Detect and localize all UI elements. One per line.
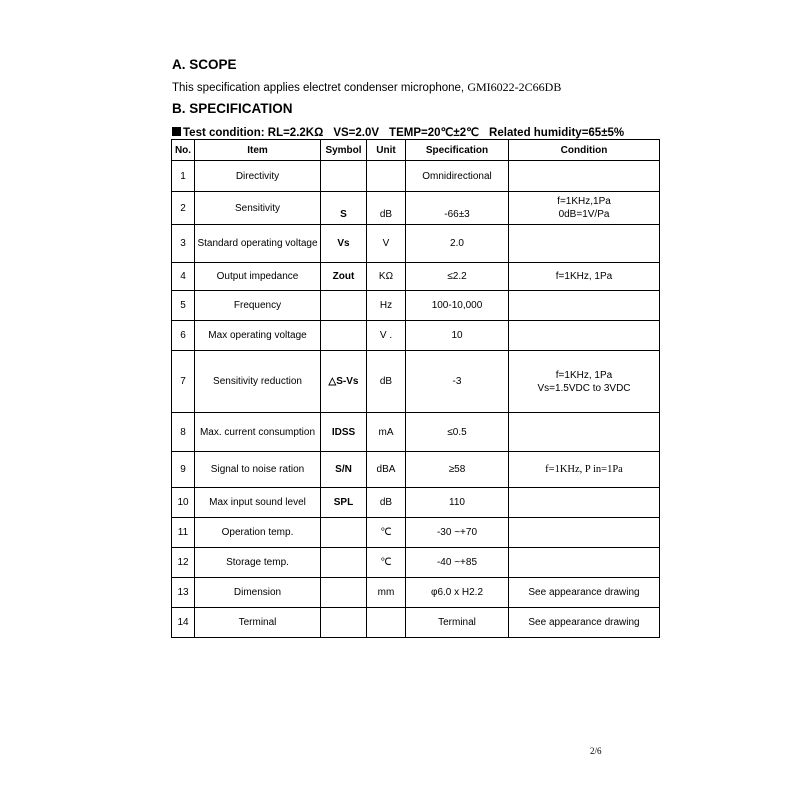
specification-table <box>171 139 660 638</box>
table-row <box>172 161 660 192</box>
cell-item: Signal to noise ration <box>195 452 321 488</box>
cell-item: Frequency <box>195 291 321 321</box>
condition-line: 0dB=1V/Pa <box>558 209 610 220</box>
scope-text-prefix: This specification applies electret condenser microphone, <box>172 82 468 94</box>
cell-item: Max operating voltage <box>195 321 321 351</box>
scope-text <box>172 80 561 95</box>
cell-condition <box>509 548 660 578</box>
cell-no: 3 <box>172 225 195 263</box>
cell-symbol: Zout <box>321 263 367 291</box>
cell-unit: ℃ <box>367 518 406 548</box>
header-specification: Specification <box>406 140 509 161</box>
cell-spec: 10 <box>406 321 509 351</box>
cell-spec: φ6.0 x H2.2 <box>406 578 509 608</box>
cell-unit: ℃ <box>367 548 406 578</box>
condition-line: See appearance drawing <box>528 617 640 628</box>
cell-condition <box>509 413 660 452</box>
test-condition-vs: VS=2.0V <box>333 127 380 139</box>
cell-unit: dB <box>367 351 406 413</box>
cell-unit: dB <box>367 192 406 225</box>
cell-condition <box>509 488 660 518</box>
table-row <box>172 192 660 225</box>
condition-line: f=1KHz,1Pa <box>557 196 611 207</box>
header-no: No. <box>172 140 195 161</box>
test-condition-humidity: Related humidity=65±5% <box>489 127 625 139</box>
cell-spec: ≥58 <box>406 452 509 488</box>
cell-spec: 2.0 <box>406 225 509 263</box>
condition-line: f=1KHz, P in=1Pa <box>545 464 623 475</box>
header-condition: Condition <box>509 140 660 161</box>
table-row <box>172 452 660 488</box>
table-row <box>172 291 660 321</box>
cell-condition <box>509 225 660 263</box>
table-row <box>172 578 660 608</box>
condition-line: f=1KHz, 1Pa <box>555 369 613 381</box>
cell-no: 10 <box>172 488 195 518</box>
cell-symbol: S <box>321 192 367 225</box>
cell-no: 5 <box>172 291 195 321</box>
square-bullet-icon <box>172 127 181 136</box>
cell-unit: mA <box>367 413 406 452</box>
cell-no: 4 <box>172 263 195 291</box>
table-row <box>172 263 660 291</box>
condition-line: Vs=1.5VDC to 3VDC <box>537 382 631 394</box>
cell-no: 14 <box>172 608 195 638</box>
header-item: Item <box>195 140 321 161</box>
specification-heading: B. SPECIFICATION <box>172 101 293 116</box>
cell-item: Sensitivity <box>195 192 321 225</box>
table-row <box>172 413 660 452</box>
cell-condition <box>509 518 660 548</box>
cell-item: Max. current consumption <box>195 413 321 452</box>
cell-symbol <box>321 548 367 578</box>
cell-unit <box>367 608 406 638</box>
cell-no: 2 <box>172 192 195 225</box>
cell-spec: Terminal <box>406 608 509 638</box>
cell-condition <box>509 161 660 192</box>
cell-no: 8 <box>172 413 195 452</box>
cell-condition <box>509 263 660 291</box>
cell-symbol: SPL <box>321 488 367 518</box>
test-condition-temp: TEMP=20℃±2℃ <box>389 127 480 139</box>
cell-spec: Omnidirectional <box>406 161 509 192</box>
cell-condition <box>509 351 660 413</box>
test-condition-rl: RL=2.2KΩ <box>267 127 324 139</box>
cell-symbol: Vs <box>321 225 367 263</box>
table-row <box>172 351 660 413</box>
table-row <box>172 488 660 518</box>
scope-heading: A. SCOPE <box>172 57 237 72</box>
table-row <box>172 608 660 638</box>
cell-item: Output impedance <box>195 263 321 291</box>
cell-unit: KΩ <box>367 263 406 291</box>
cell-no: 9 <box>172 452 195 488</box>
condition-line: f=1KHz, 1Pa <box>555 271 613 282</box>
header-symbol: Symbol <box>321 140 367 161</box>
cell-symbol <box>321 608 367 638</box>
cell-symbol <box>321 161 367 192</box>
cell-condition <box>509 578 660 608</box>
cell-condition <box>509 291 660 321</box>
cell-item: Operation temp. <box>195 518 321 548</box>
cell-symbol: S/N <box>321 452 367 488</box>
cell-item: Storage temp. <box>195 548 321 578</box>
cell-unit: dBA <box>367 452 406 488</box>
cell-item: Standard operating voltage <box>195 225 321 263</box>
page-number: 2/6 <box>590 746 602 756</box>
cell-symbol: IDSS <box>321 413 367 452</box>
table-row <box>172 518 660 548</box>
cell-unit: V . <box>367 321 406 351</box>
table-row <box>172 225 660 263</box>
cell-symbol <box>321 291 367 321</box>
cell-item: Terminal <box>195 608 321 638</box>
cell-spec: -40 ~+85 <box>406 548 509 578</box>
cell-no: 13 <box>172 578 195 608</box>
cell-unit: V <box>367 225 406 263</box>
cell-no: 6 <box>172 321 195 351</box>
model-number: GMI6022-2C66DB <box>467 80 562 94</box>
cell-unit: mm <box>367 578 406 608</box>
cell-no: 11 <box>172 518 195 548</box>
cell-symbol <box>321 321 367 351</box>
cell-item: Sensitivity reduction <box>195 351 321 413</box>
condition-line: See appearance drawing <box>528 587 640 598</box>
cell-no: 7 <box>172 351 195 413</box>
cell-no: 1 <box>172 161 195 192</box>
table-header-row <box>172 140 660 161</box>
test-condition <box>172 125 624 139</box>
test-condition-label: Test condition: <box>183 127 265 139</box>
cell-spec: -66±3 <box>406 192 509 225</box>
table-row <box>172 548 660 578</box>
cell-unit <box>367 161 406 192</box>
cell-spec: 110 <box>406 488 509 518</box>
cell-symbol <box>321 578 367 608</box>
cell-condition <box>509 321 660 351</box>
cell-condition <box>509 608 660 638</box>
cell-item: Directivity <box>195 161 321 192</box>
cell-spec: ≤2.2 <box>406 263 509 291</box>
cell-item: Max input sound level <box>195 488 321 518</box>
cell-no: 12 <box>172 548 195 578</box>
cell-unit: dB <box>367 488 406 518</box>
cell-condition <box>509 192 660 225</box>
header-unit: Unit <box>367 140 406 161</box>
cell-spec: ≤0.5 <box>406 413 509 452</box>
cell-spec: -3 <box>406 351 509 413</box>
cell-symbol: △S-Vs <box>321 351 367 413</box>
cell-spec: -30 ~+70 <box>406 518 509 548</box>
cell-symbol <box>321 518 367 548</box>
cell-unit: Hz <box>367 291 406 321</box>
cell-item: Dimension <box>195 578 321 608</box>
cell-spec: 100-10,000 <box>406 291 509 321</box>
table-row <box>172 321 660 351</box>
cell-condition <box>509 452 660 488</box>
